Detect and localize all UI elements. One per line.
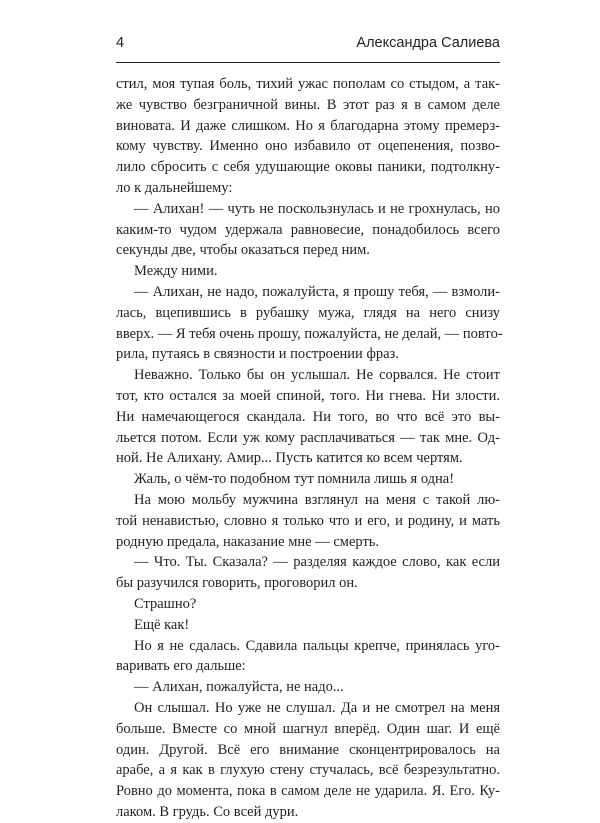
- text-line: Он слышал. Но уже не слушал. Да и не смотрел на меня: [134, 699, 500, 716]
- text-line: же чувство безграничной вины. В этот раз я в самом деле: [116, 96, 500, 113]
- text-line: Но я не сдалась. Сдавила пальцы крепче, принялась уго-: [134, 637, 500, 654]
- text-line: — Что. Ты. Сказала? — разделяя каждое слово, как если: [134, 554, 500, 571]
- text-line: Страшно?: [134, 595, 197, 612]
- text-line: лась, вцепившись в рубашку мужа, глядя на него снизу: [116, 304, 500, 321]
- text-line: Жаль, о чём-то подобном тут помнила лишь я одна!: [134, 471, 455, 488]
- text-line: ло к дальнейшему:: [116, 179, 233, 196]
- text-line: — Алихан, пожалуйста, не надо...: [134, 679, 344, 696]
- text-line: той ненавистью, словно я только что и его, и родину, и мать: [116, 512, 500, 529]
- body-text: [116, 74, 503, 823]
- text-line: Ровно до момента, пока в самом деле не ударила. Я. Его. Ку-: [116, 783, 500, 800]
- text-line: На мою мольбу мужчина взглянул на меня с такой лю-: [134, 491, 500, 508]
- text-line: больше. Вместе со мной шагнул вперёд. Один шаг. И ещё: [116, 720, 500, 737]
- text-line: ной. Не Алихану. Амир... Пусть катится ко всем чертям.: [116, 450, 463, 467]
- text-line: стил, моя тупая боль, тихий ужас пополам со стыдом, а так-: [116, 76, 500, 92]
- header-rule: [116, 62, 500, 63]
- text-line: бы разучился говорить, проговорил он.: [116, 575, 358, 592]
- text-line: Между ними.: [134, 263, 218, 280]
- text-line: — Алихан! — чуть не поскользнулась и не грохнулась, но: [134, 200, 500, 217]
- text-line: льется потом. Если уж кому расплачиваться — так мне. Од-: [116, 429, 500, 446]
- text-line: — Алихан, не надо, пожалуйста, я прошу тебя, — взмоли-: [134, 283, 500, 300]
- book-author: Александра Салиева: [356, 35, 500, 51]
- text-line: лаком. В грудь. Со всей дури.: [116, 803, 299, 820]
- text-line: Ещё как!: [134, 616, 190, 633]
- text-line: варивать его дальше:: [116, 658, 246, 675]
- text-line: виновата. И даже слишком. Но я благодарна этому премерз-: [116, 117, 500, 134]
- text-line: кому чувству. Именно оно избавило от оцепенения, позво-: [116, 138, 500, 155]
- text-line: секунды две, чтобы оказаться перед ним.: [116, 242, 370, 259]
- text-line: Ни намечающегося скандала. Ни того, во что всё это вы-: [116, 408, 500, 425]
- text-line: арабе, а я как в глухую стену стучалась, всё безрезультатно.: [116, 762, 500, 779]
- text-line: каким-то чудом удержала равновесие, понадобилось всего: [116, 221, 500, 238]
- text-line: Неважно. Только бы он услышал. Не сорвался. Не стоит: [134, 367, 500, 384]
- text-line: родную предала, наказание мне — смерть.: [116, 533, 380, 550]
- page-number: 4: [116, 35, 125, 51]
- text-line: тот, кто остался за моей спиной, того. Ни гнева. Ни злости.: [116, 387, 500, 404]
- text-line: рила, путаясь в связности и построении фраз.: [116, 346, 399, 363]
- text-line: вверх. — Я тебя очень прошу, пожалуйста, не делай, — повто-: [116, 325, 503, 342]
- text-line: лило сбросить с себя удушающие оковы паники, подтолкну-: [116, 159, 500, 176]
- text-line: один. Другой. Всё его внимание сконцентрировалось на: [116, 741, 500, 758]
